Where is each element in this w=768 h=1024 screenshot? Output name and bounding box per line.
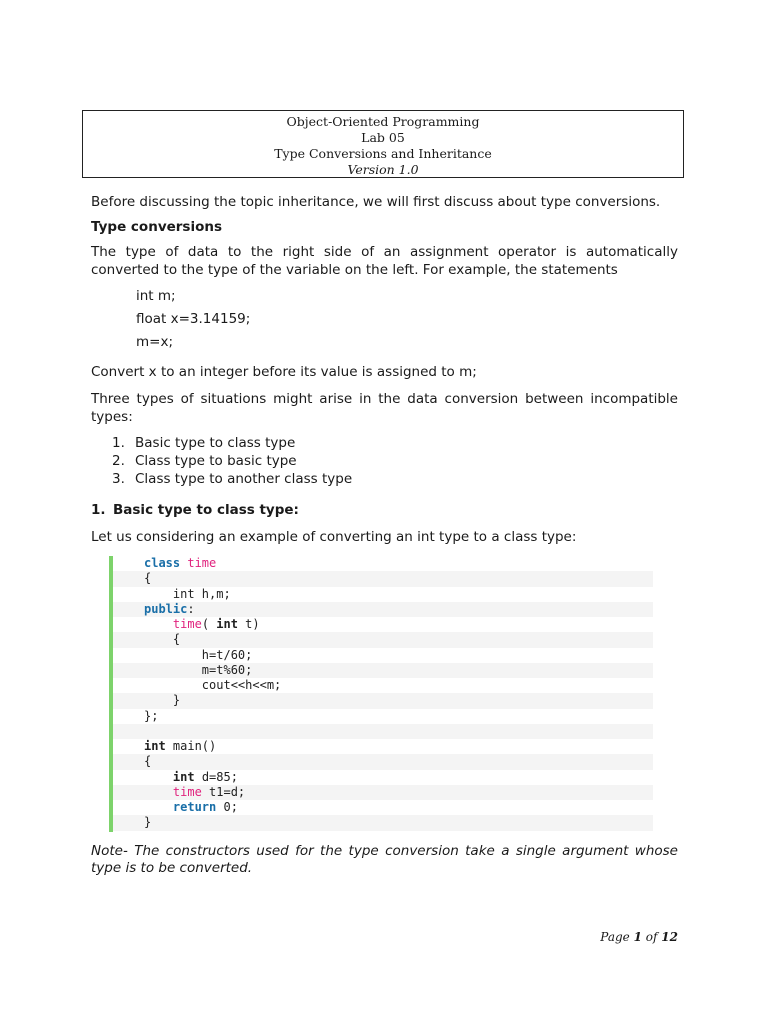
list-item: 1. Basic type to class type [112, 435, 296, 451]
code-line: { [113, 632, 653, 647]
note-paragraph: Note- The constructors used for the type conversion take a single argument whose type is to be converted. [91, 843, 678, 876]
list-item: 3. Class type to another class type [112, 471, 353, 487]
code-line: int main() [144, 739, 217, 753]
example-intro: Let us considering an example of converting an int type to a class type: [91, 529, 577, 545]
code-line: } [113, 693, 653, 708]
title-box [82, 110, 684, 178]
code-line: public: [113, 602, 653, 617]
course-title: Object-Oriented Programming [286, 114, 480, 129]
statement-line: m=x; [136, 334, 173, 350]
basic-to-class-heading: 1. Basic type to class type: [91, 502, 299, 518]
code-line: h=t/60; [201, 647, 253, 662]
code-line: class time [144, 556, 217, 570]
code-line: int d=85; [172, 769, 238, 784]
lab-topic: Type Conversions and Inheritance [274, 146, 492, 161]
code-line: } [113, 815, 653, 830]
convert-paragraph: Convert x to an integer before its value is assigned to m; [91, 364, 477, 380]
type-conversions-heading: Type conversions [91, 219, 223, 235]
code-line: m=t%60; [113, 663, 653, 678]
statement-line: int m; [136, 288, 176, 304]
intro-paragraph: Before discussing the topic inheritance, we will first discuss about type conversions. [91, 194, 661, 210]
code-block [109, 556, 653, 832]
code-line: return 0; [172, 800, 238, 814]
code-line: { [113, 571, 653, 586]
code-line: { [113, 754, 653, 769]
page-footer: Page 1 of 12 [600, 930, 678, 944]
statement-line: float x=3.14159; [136, 311, 251, 327]
code-line: }; [144, 708, 159, 723]
type-conversions-paragraph: The type of data to the right side of an assignment operator is automatically converted to the type of the variable on the left. For example, the statements [91, 244, 678, 278]
code-line: time t1=d; [113, 785, 653, 800]
code-line: int h,m; [172, 586, 231, 601]
code-line [113, 724, 653, 739]
code-line: cout<<h<<m; [201, 678, 282, 692]
situations-paragraph: Three types of situations might arise in the data conversion between incompatible types: [91, 391, 678, 425]
version-label: Version 1.0 [347, 162, 419, 177]
list-item: 2. Class type to basic type [112, 453, 297, 469]
conversion-types-list [91, 434, 678, 488]
lab-number: Lab 05 [361, 130, 405, 145]
code-line: time( int t) [172, 617, 260, 631]
